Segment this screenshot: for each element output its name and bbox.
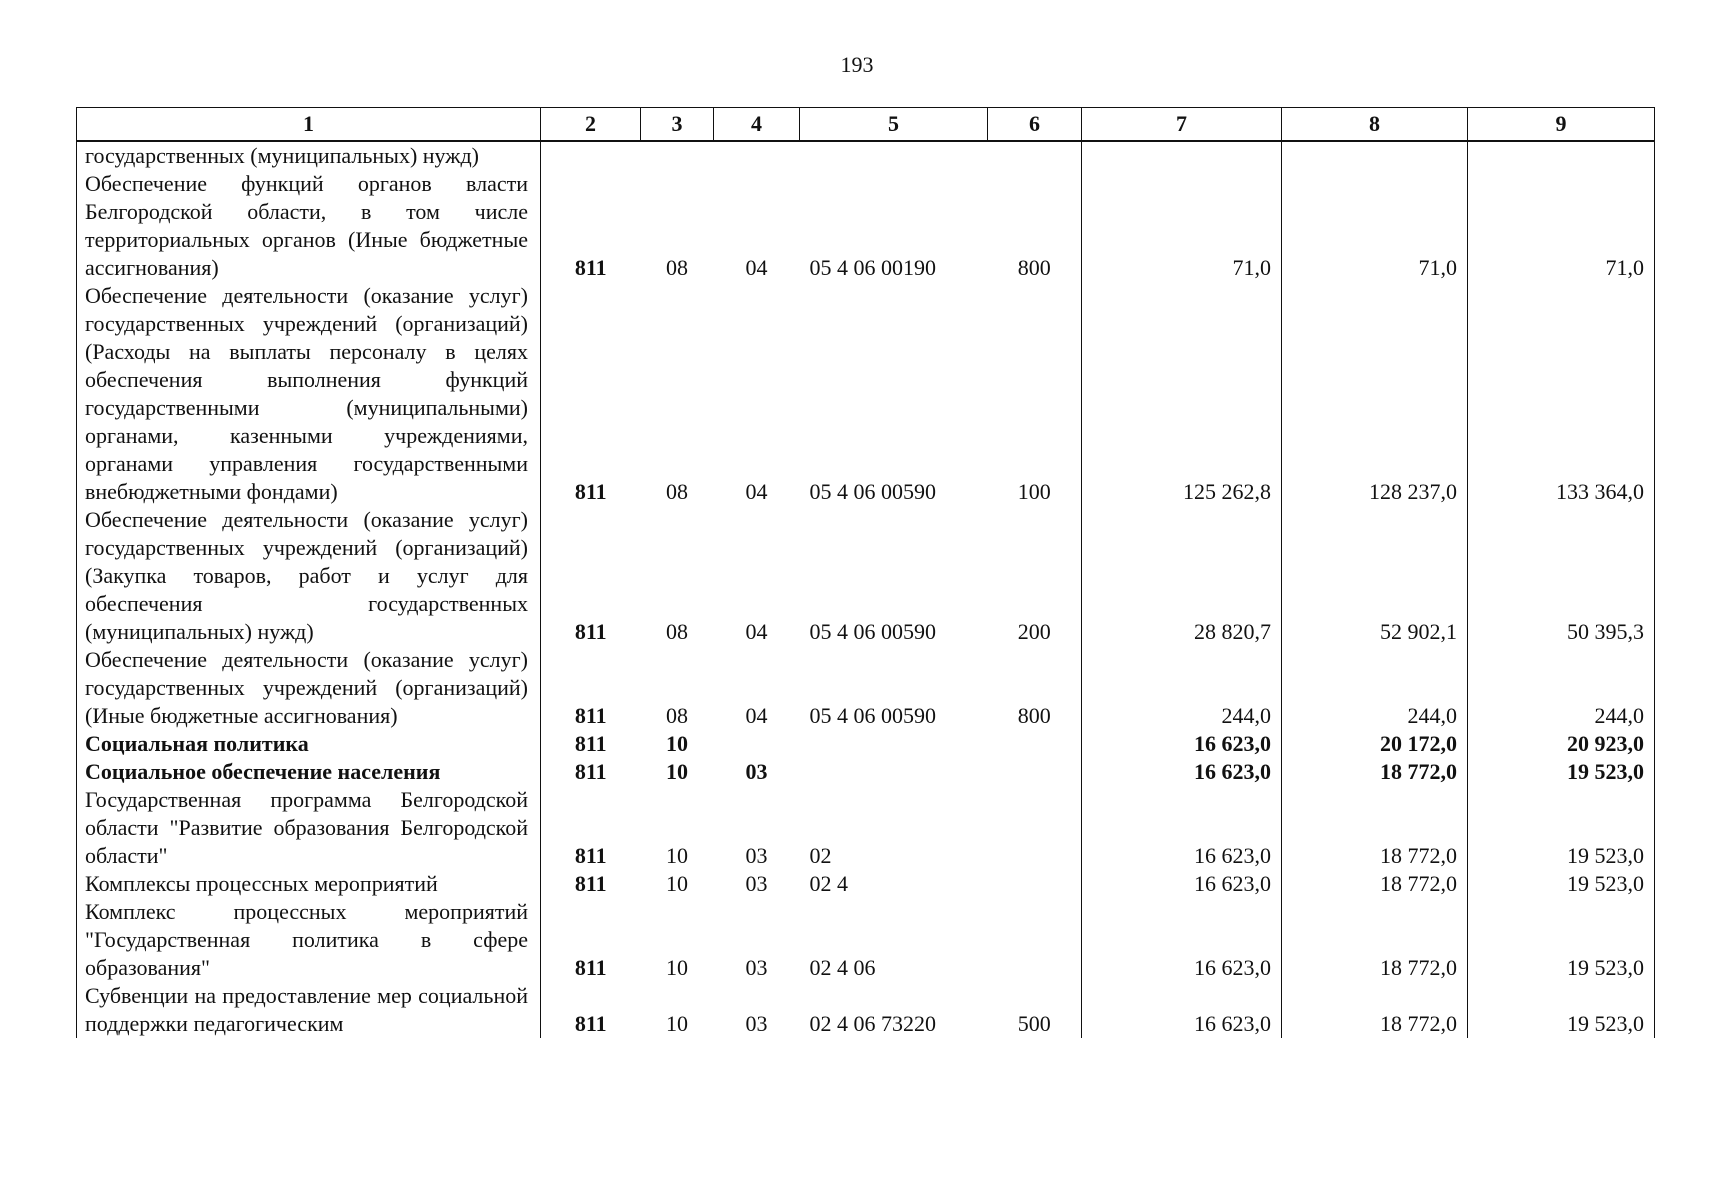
code-gr-cell: 811: [541, 870, 641, 898]
code-pr-cell: 04: [745, 619, 768, 644]
code-rz-cell: 10: [666, 871, 688, 896]
amount-col7-cell: [1082, 141, 1282, 170]
row-name-cell: Обеспечение деятельности (оказание услуг) государственных учреждений (организаций) (Расходы на выплаты персоналу в целях обеспечения выполнения функций государственными (муниципальными) органами, казенными учреждениями, органами управления государственными внебюджетными фондами): [77, 282, 541, 506]
code-pr-cell: [714, 141, 800, 170]
code-pr-cell: 04: [745, 255, 768, 280]
code-gr-cell: 811: [541, 170, 641, 282]
code-csr-cell: 02: [809, 843, 832, 868]
code-vr-cell: [988, 141, 1082, 170]
code-csr-cell: [800, 758, 988, 786]
code-rz-cell: 10: [666, 1011, 688, 1036]
amount-col8-cell: 20 172,0: [1282, 730, 1468, 758]
amount-col7-cell: 16 623,0: [1082, 870, 1282, 898]
amount-col8-cell: 18 772,0: [1282, 786, 1468, 870]
code-vr-cell: [988, 786, 1082, 870]
code-csr-cell: 02 4 06 73220: [809, 1011, 936, 1036]
amount-col9-cell: 133 364,0: [1468, 282, 1655, 506]
code-vr-cell: [988, 730, 1082, 758]
row-name-cell: Комплекс процессных мероприятий "Государственная политика в сфере образования": [77, 898, 541, 982]
row-name-cell: Обеспечение деятельности (оказание услуг) государственных учреждений (организаций) (Закупка товаров, работ и услуг для обеспечения государственных (муниципальных) нужд): [77, 506, 541, 646]
table-row: [77, 170, 1655, 282]
table-body: [77, 141, 1655, 1038]
table-row: [77, 758, 1655, 786]
table-row: [77, 646, 1655, 730]
amount-col7-cell: 16 623,0: [1082, 898, 1282, 982]
budget-table: [76, 107, 1655, 1038]
row-name-cell: Государственная программа Белгородской области "Развитие образования Белгородской области": [77, 786, 541, 870]
code-gr-cell: 811: [541, 646, 641, 730]
code-gr-cell: 811: [541, 282, 641, 506]
page-number: 193: [840, 52, 874, 77]
code-rz-cell: 08: [666, 619, 688, 644]
amount-col8-cell: 244,0: [1282, 646, 1468, 730]
code-csr-cell: 05 4 06 00590: [809, 619, 936, 644]
column-header: 4: [714, 108, 800, 142]
amount-col8-cell: 18 772,0: [1282, 870, 1468, 898]
amount-col8-cell: 52 902,1: [1282, 506, 1468, 646]
amount-col9-cell: 19 523,0: [1468, 870, 1655, 898]
column-header: 9: [1468, 108, 1655, 142]
table-row: [77, 898, 1655, 982]
amount-col9-cell: 20 923,0: [1468, 730, 1655, 758]
code-pr-cell: 04: [745, 703, 768, 728]
code-gr-cell: 811: [541, 898, 641, 982]
code-vr-cell: 200: [988, 506, 1082, 646]
amount-col8-cell: 128 237,0: [1282, 282, 1468, 506]
amount-col7-cell: 244,0: [1082, 646, 1282, 730]
code-csr-cell: 02 4: [809, 871, 848, 896]
code-rz-cell: 10: [666, 955, 688, 980]
amount-col8-cell: 18 772,0: [1282, 982, 1468, 1038]
code-csr-cell: [800, 730, 988, 758]
column-header: 3: [641, 108, 714, 142]
code-csr-cell: 02 4 06: [809, 955, 876, 980]
code-rz-cell: 10: [666, 843, 688, 868]
code-vr-cell: 100: [988, 282, 1082, 506]
code-csr-cell: 05 4 06 00190: [809, 255, 936, 280]
code-csr-cell: [800, 141, 988, 170]
amount-col7-cell: 71,0: [1082, 170, 1282, 282]
amount-col7-cell: 28 820,7: [1082, 506, 1282, 646]
amount-col9-cell: 244,0: [1468, 646, 1655, 730]
amount-col8-cell: 18 772,0: [1282, 898, 1468, 982]
code-rz-cell: 08: [666, 703, 688, 728]
code-csr-cell: 05 4 06 00590: [809, 479, 936, 504]
amount-col9-cell: [1468, 141, 1655, 170]
code-gr-cell: 811: [541, 786, 641, 870]
code-rz-cell: 10: [666, 759, 688, 784]
amount-col9-cell: 71,0: [1468, 170, 1655, 282]
code-gr-cell: 811: [541, 982, 641, 1038]
code-gr-cell: 811: [541, 758, 641, 786]
amount-col7-cell: 16 623,0: [1082, 758, 1282, 786]
amount-col7-cell: 16 623,0: [1082, 982, 1282, 1038]
row-name-cell: Субвенции на предоставление мер социальной поддержки педагогическим: [77, 982, 541, 1038]
code-gr-cell: [541, 141, 641, 170]
amount-col9-cell: 19 523,0: [1468, 758, 1655, 786]
row-name-cell: Комплексы процессных мероприятий: [77, 870, 541, 898]
amount-col7-cell: 16 623,0: [1082, 730, 1282, 758]
table-row: [77, 786, 1655, 870]
amount-col9-cell: 19 523,0: [1468, 786, 1655, 870]
code-vr-cell: 800: [988, 170, 1082, 282]
code-gr-cell: 811: [541, 506, 641, 646]
code-pr-cell: [714, 730, 800, 758]
code-rz-cell: 10: [666, 731, 688, 756]
amount-col7-cell: 125 262,8: [1082, 282, 1282, 506]
row-name-cell: Обеспечение функций органов власти Белгородской области, в том числе территориальных органов (Иные бюджетные ассигнования): [77, 170, 541, 282]
code-gr-cell: 811: [541, 730, 641, 758]
amount-col9-cell: 50 395,3: [1468, 506, 1655, 646]
code-pr-cell: 03: [745, 759, 768, 784]
code-pr-cell: 03: [745, 843, 768, 868]
code-vr-cell: [988, 758, 1082, 786]
column-header: 7: [1082, 108, 1282, 142]
amount-col9-cell: 19 523,0: [1468, 982, 1655, 1038]
amount-col8-cell: 18 772,0: [1282, 758, 1468, 786]
row-name-cell: Обеспечение деятельности (оказание услуг) государственных учреждений (организаций) (Иные бюджетные ассигнования): [77, 646, 541, 730]
amount-col7-cell: 16 623,0: [1082, 786, 1282, 870]
row-name-cell: Социальная политика: [77, 730, 541, 758]
code-pr-cell: 03: [745, 1011, 768, 1036]
table-row: [77, 730, 1655, 758]
row-name-cell: государственных (муниципальных) нужд): [77, 141, 541, 170]
table-row: [77, 141, 1655, 170]
code-vr-cell: 800: [988, 646, 1082, 730]
column-header: 8: [1282, 108, 1468, 142]
code-vr-cell: [988, 870, 1082, 898]
code-pr-cell: 03: [745, 871, 768, 896]
table-row: [77, 870, 1655, 898]
code-vr-cell: [988, 898, 1082, 982]
column-header: 2: [541, 108, 641, 142]
table-row: [77, 506, 1655, 646]
table-header: [77, 108, 1655, 142]
column-header: 6: [988, 108, 1082, 142]
code-rz-cell: 08: [666, 255, 688, 280]
code-pr-cell: 03: [745, 955, 768, 980]
amount-col8-cell: 71,0: [1282, 170, 1468, 282]
code-pr-cell: 04: [745, 479, 768, 504]
code-vr-cell: 500: [988, 982, 1082, 1038]
column-header: 1: [77, 108, 541, 142]
amount-col8-cell: [1282, 141, 1468, 170]
row-name-cell: Социальное обеспечение населения: [77, 758, 541, 786]
code-rz-cell: 08: [666, 479, 688, 504]
amount-col9-cell: 19 523,0: [1468, 898, 1655, 982]
table-row: [77, 282, 1655, 506]
code-csr-cell: 05 4 06 00590: [809, 703, 936, 728]
column-header: 5: [800, 108, 988, 142]
table-row: [77, 982, 1655, 1038]
code-rz-cell: [641, 141, 714, 170]
